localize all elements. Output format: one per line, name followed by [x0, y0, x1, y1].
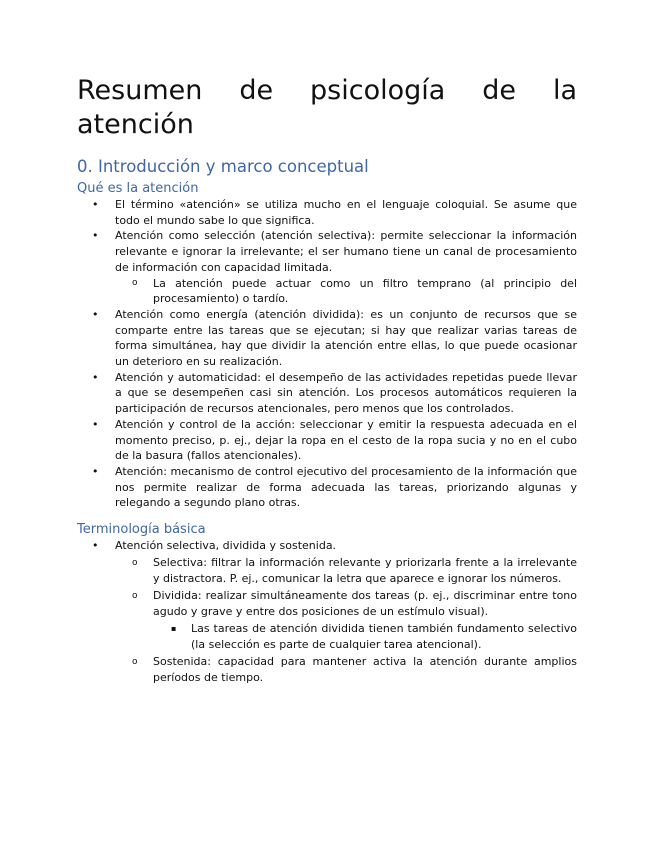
- list-item-text: La atención puede actuar como un filtro temprano (al principio del procesamiento) o tardío.: [153, 276, 577, 306]
- sub-bullet-list: [115, 276, 577, 307]
- bullet-marker: •: [92, 464, 99, 478]
- list-item: [77, 370, 577, 417]
- list-item-text: Las tareas de atención dividida tienen también fundamento selectivo (la selección es parte de cualquier tarea atencional).: [191, 621, 577, 652]
- list-item: [115, 276, 577, 307]
- subsection-heading-que-es-la-atencion: Qué es la atención: [77, 181, 199, 196]
- bullet-list-terminologia-basica: [77, 538, 577, 687]
- list-item: [115, 654, 577, 687]
- list-item: [77, 417, 577, 464]
- list-item: [77, 228, 577, 307]
- list-item: [77, 197, 577, 228]
- list-item: [115, 588, 577, 654]
- square-bullet-marker: ▪: [171, 623, 177, 633]
- circle-bullet-marker: o: [132, 557, 138, 568]
- sub-bullet-list: [115, 555, 577, 687]
- circle-bullet-marker: o: [132, 656, 138, 667]
- list-item-text: Atención: mecanismo de control ejecutivo del procesamiento de la información que nos permite realizar de forma adecuada las tareas, priorizando algunas y relegando a segundo plano otras.: [115, 464, 577, 510]
- bullet-marker: •: [92, 539, 99, 553]
- list-item: [77, 464, 577, 511]
- bullet-marker: •: [92, 198, 99, 211]
- list-item-text: Atención y control de la acción: seleccionar y emitir la respuesta adecuada en el momento preciso, p. ej., dejar la ropa en el cesto de la ropa sucia y no en el cubo de la basura (fallos atencionales).: [115, 417, 577, 463]
- list-item: [77, 307, 577, 370]
- bullet-marker: •: [92, 417, 99, 431]
- subsection-heading-terminologia-basica: Terminología básica: [77, 522, 206, 538]
- circle-bullet-marker: o: [132, 277, 138, 288]
- bullet-list-que-es-la-atencion: [77, 197, 577, 511]
- list-item-text: Selectiva: filtrar la información relevante y priorizarla frente a la irrelevante y distractora. P. ej., comunicar la letra que aparece e ignorar los números.: [153, 555, 577, 586]
- list-item: [153, 621, 577, 654]
- document-title: Resumen de psicología de la atención: [77, 75, 577, 140]
- bullet-marker: •: [92, 370, 99, 384]
- document-page: [77, 74, 577, 687]
- bullet-marker: •: [92, 229, 99, 243]
- circle-bullet-marker: o: [132, 590, 138, 601]
- list-item-text: El término «atención» se utiliza mucho en el lenguaje coloquial. Se asume que todo el mundo sabe lo que significa.: [115, 198, 577, 227]
- list-item-text: Atención y automaticidad: el desempeño de las actividades repetidas puede llevar a que se desempeñen casi sin atención. Los procesos automáticos requieren la participación de recursos atencionales, pero menos que los controlados.: [115, 370, 577, 416]
- list-item-text: Atención como energía (atención dividida): es un conjunto de recursos que se comparte entre las tareas que se ejecutan; si hay que realizar varias tareas de forma simultánea, hay que dividir la atención entre ellas, lo que puede ocasionar un deterioro en su realización.: [115, 307, 577, 369]
- list-item-text: Dividida: realizar simultáneamente dos tareas (p. ej., discriminar entre tono agudo y grave y entre dos posiciones de un estímulo visual).: [153, 588, 577, 619]
- section-heading: 0. Introducción y marco conceptual: [77, 157, 369, 176]
- list-item-text: Atención selectiva, dividida y sostenida.: [115, 539, 337, 553]
- bullet-marker: •: [92, 307, 99, 321]
- list-item-text: Sostenida: capacidad para mantener activa la atención durante amplios períodos de tiempo.: [153, 654, 577, 685]
- list-item: [115, 555, 577, 588]
- list-item: [77, 538, 577, 687]
- list-item-text: Atención como selección (atención selectiva): permite seleccionar la información relevante e ignorar la irrelevante; el ser humano tiene un canal de procesamiento de información con capacidad limitada.: [115, 229, 577, 274]
- sub-sub-bullet-list: [153, 621, 577, 654]
